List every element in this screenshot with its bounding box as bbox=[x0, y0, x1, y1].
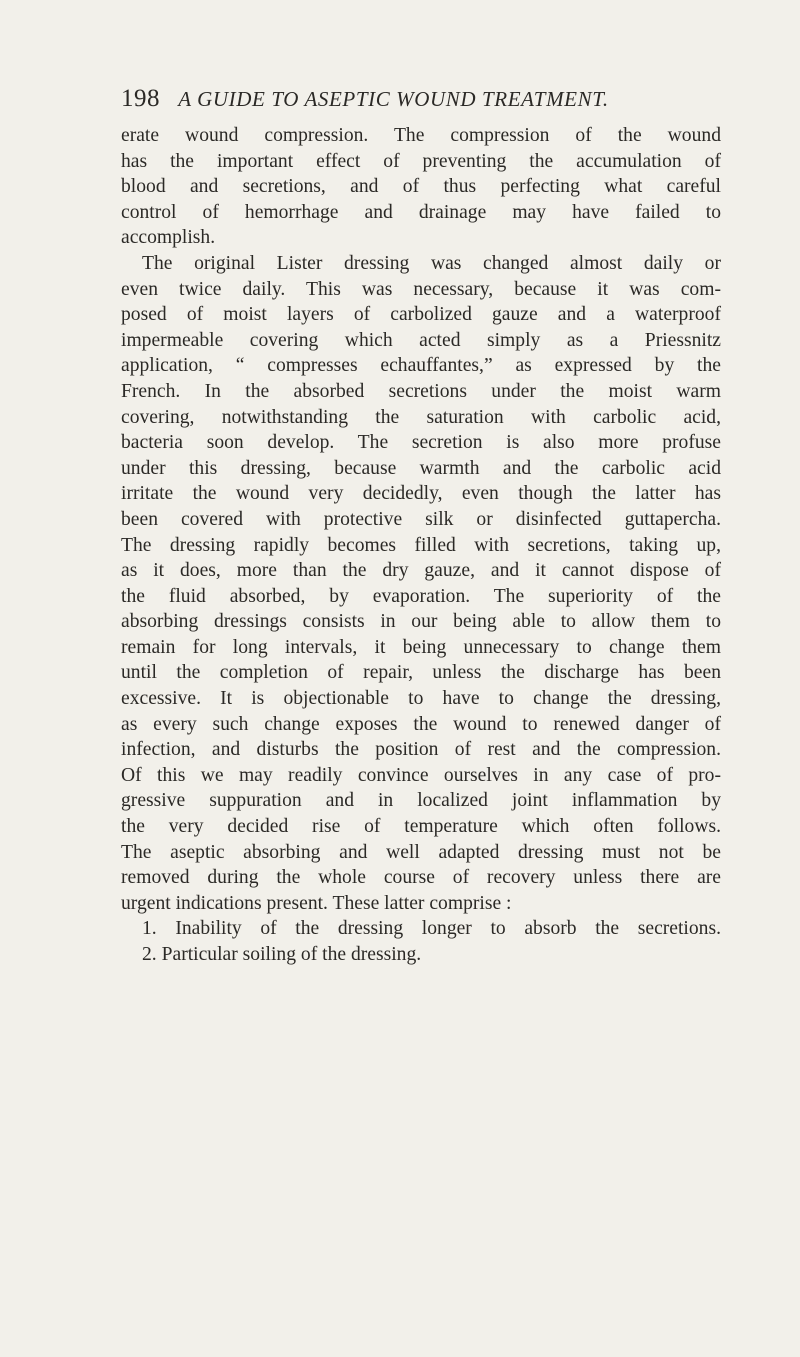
text-line: infection, and disturbs the position of rest and the compression. bbox=[121, 739, 721, 761]
text-line: has the important effect of preventing the accumulation of bbox=[121, 150, 721, 172]
text-line: as it does, more than the dry gauze, and it cannot dispose of bbox=[121, 560, 721, 582]
text-line: remain for long intervals, it being unnecessary to change them bbox=[121, 636, 721, 658]
text-line: excessive. It is objectionable to have to change the dressing, bbox=[121, 688, 721, 710]
text-line: been covered with protective silk or disinfected guttapercha. bbox=[121, 508, 721, 530]
running-title: A GUIDE TO ASEPTIC WOUND TREATMENT. bbox=[178, 87, 609, 111]
text-line: urgent indications present. These latter comprise : bbox=[121, 892, 512, 914]
text-line: as every such change exposes the wound to renewed danger of bbox=[121, 713, 721, 735]
text-line: under this dressing, because warmth and the carbolic acid bbox=[121, 457, 721, 479]
text-line: gressive suppuration and in localized joint inflammation by bbox=[121, 790, 721, 812]
text-line: erate wound compression. The compression of the wound bbox=[121, 125, 721, 146]
list-item: 2. Particular soiling of the dressing. bbox=[142, 944, 422, 965]
text-line: covering, notwithstanding the saturation with carbolic acid, bbox=[121, 406, 721, 428]
text-line: posed of moist layers of carbolized gauze and a waterproof bbox=[121, 304, 721, 326]
text-line: irritate the wound very decidedly, even though the latter has bbox=[121, 483, 721, 505]
text-line: accomplish. bbox=[121, 227, 216, 249]
text-line: even twice daily. This was necessary, because it was com- bbox=[121, 278, 721, 300]
text-line: application, “ compresses echauffantes,” as expressed by the bbox=[121, 355, 721, 377]
text-line: Of this we may readily convince ourselves in any case of pro- bbox=[121, 764, 721, 786]
text-line: removed during the whole course of recovery unless there are bbox=[121, 867, 721, 889]
text-line: impermeable covering which acted simply as a Priessnitz bbox=[121, 329, 721, 351]
page-number: 198 bbox=[121, 85, 160, 112]
text-line: The aseptic absorbing and well adapted dressing must not be bbox=[121, 841, 721, 863]
text-line: control of hemorrhage and drainage may have failed to bbox=[121, 201, 721, 223]
text-line: blood and secretions, and of thus perfecting what careful bbox=[121, 176, 721, 198]
list-item: 1. Inability of the dressing longer to absorb the secretions. bbox=[142, 918, 721, 940]
body-text bbox=[121, 123, 721, 968]
text-line: French. In the absorbed secretions under the moist warm bbox=[121, 380, 721, 402]
text-line: bacteria soon develop. The secretion is also more profuse bbox=[121, 432, 721, 454]
text-line: the fluid absorbed, by evaporation. The superiority of the bbox=[121, 585, 721, 607]
running-head bbox=[121, 82, 721, 116]
text-line: The dressing rapidly becomes filled with secretions, taking up, bbox=[121, 534, 721, 556]
text-line: the very decided rise of temperature which often follows. bbox=[121, 816, 721, 838]
text-line: until the completion of repair, unless the discharge has been bbox=[121, 662, 721, 684]
text-line: The original Lister dressing was changed almost daily or bbox=[142, 252, 721, 274]
text-line: absorbing dressings consists in our being able to allow them to bbox=[121, 611, 721, 633]
